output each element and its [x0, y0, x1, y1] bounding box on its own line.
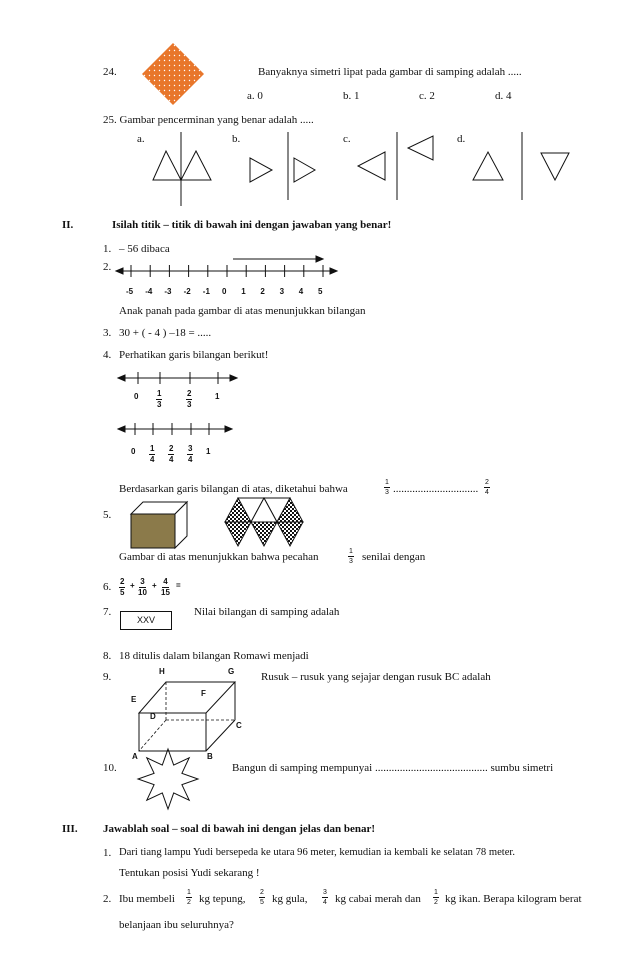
tick-label: 1	[241, 287, 246, 296]
item9-text: Rusuk – rusuk yang sejajar dengan rusuk BC adalah	[261, 671, 491, 683]
essay2-frac-3: $\frac{3}{4}$	[323, 889, 327, 906]
q25-label-a: a.	[137, 133, 145, 145]
essay2-text2: belanjaan ibu seluruhnya?	[119, 919, 234, 931]
q25-question: 25. Gambar pencerminan yang benar adalah .....	[103, 114, 314, 126]
item4-answer-dots: ...............................	[393, 483, 479, 495]
line1-frac-2-3: $\frac{2}{3}$	[187, 389, 192, 409]
essay2-part1: Ibu membeli	[119, 893, 175, 905]
vertex-d: D	[150, 712, 156, 721]
tick-label: 2	[260, 287, 265, 296]
item5-number: 5.	[103, 509, 112, 521]
essay2-frac-4: $\frac{1}{2}$	[434, 889, 438, 906]
line1-zero: 0	[134, 392, 139, 401]
line2-frac-3-4: $\frac{3}{4}$	[188, 444, 193, 464]
item10-text: Bangun di samping mempunyai ......................................... sumbu simetri	[232, 762, 554, 774]
item8-text: 18 ditulis dalam bilangan Romawi menjadi	[119, 650, 309, 662]
item6-frac-3-10: $\frac{3}{10}$	[138, 577, 147, 597]
item3-number: 3.	[103, 327, 112, 339]
vertex-a: A	[132, 752, 138, 761]
tick-label: 4	[298, 287, 304, 296]
q25-label-d: d.	[457, 133, 466, 145]
vertex-b: B	[207, 752, 213, 761]
q24-option-b: b. 1	[343, 90, 360, 102]
essay2-part5: kg ikan. Berapa kilogram berat	[445, 893, 582, 905]
essay1-text: Dari tiang lampu Yudi bersepeda ke utara 96 meter, kemudian ia kembali ke selatan 78 meter.	[119, 847, 516, 858]
q25-label-c: c.	[343, 133, 351, 145]
essay2-part2: kg tepung,	[199, 893, 246, 905]
item6-frac-2-5: $\frac{2}{5}$	[120, 577, 125, 597]
tick-label: -3	[164, 287, 172, 296]
tick-label: -4	[145, 287, 153, 296]
q24-option-d: d. 4	[495, 90, 512, 102]
item1-number: 1.	[103, 243, 112, 255]
essay2-number: 2.	[103, 893, 112, 905]
item5-frac-1-3: $\frac{1}{3}$	[349, 548, 353, 565]
item6-plus-2: +	[152, 581, 157, 590]
item7-text: Nilai bilangan di samping adalah	[194, 606, 340, 618]
essay2-frac-2: $\frac{2}{5}$	[260, 889, 264, 906]
section-ii-number: II.	[62, 219, 74, 231]
line2-frac-2-4: $\frac{2}{4}$	[169, 444, 174, 464]
item6-number: 6.	[103, 581, 112, 593]
tick-label: -5	[126, 287, 134, 296]
item10-number: 10.	[103, 762, 117, 774]
item5-text: Gambar di atas menunjukkan bahwa pecahan	[119, 551, 319, 563]
roman-numeral-box: XXV	[120, 611, 172, 630]
vertex-g: G	[228, 667, 235, 676]
essay2-frac-1: $\frac{1}{2}$	[187, 889, 191, 906]
item2-number: 2.	[103, 261, 112, 273]
q24-option-c: c. 2	[419, 90, 435, 102]
vertex-f: F	[201, 689, 206, 698]
essay1-text2: Tentukan posisi Yudi sekarang !	[119, 867, 260, 879]
item6-frac-4-15: $\frac{4}{15}$	[161, 577, 170, 597]
item6-plus-1: +	[130, 581, 135, 590]
item8-number: 8.	[103, 650, 112, 662]
section-iii-title: Jawablah soal – soal di bawah ini dengan jelas dan benar!	[103, 823, 376, 835]
item9-number: 9.	[103, 671, 112, 683]
vertex-c: C	[236, 721, 242, 730]
section-iii-number: III.	[62, 823, 78, 835]
line1-frac-1-3: $\frac{1}{3}$	[157, 389, 162, 409]
tick-label: 3	[279, 287, 285, 296]
tick-label: 5	[318, 287, 323, 296]
q25-label-b: b.	[232, 133, 241, 145]
essay2-part3: kg gula,	[272, 893, 308, 905]
item3-text: 30 + ( - 4 ) –18 = .....	[119, 327, 212, 339]
item4-frac-1-3: $\frac{1}{3}$	[385, 479, 389, 496]
line2-frac-1-4: $\frac{1}{4}$	[150, 444, 155, 464]
item7-number: 7.	[103, 606, 112, 618]
q24-number: 24.	[103, 66, 117, 78]
tick-label: -1	[202, 287, 210, 296]
tick-label: 0	[222, 287, 227, 296]
item4-frac-2-4: $\frac{2}{4}$	[485, 479, 489, 496]
item5-text2: senilai dengan	[362, 551, 426, 563]
vertex-e: E	[131, 695, 137, 704]
item1-text: – 56 dibaca	[119, 243, 170, 255]
item4-text: Perhatikan garis bilangan berikut!	[119, 349, 269, 361]
line2-one: 1	[206, 447, 211, 456]
item2-text: Anak panah pada gambar di atas menunjukkan bilangan	[119, 305, 366, 317]
vertex-h: H	[159, 667, 165, 676]
item4-number: 4.	[103, 349, 112, 361]
essay1-number: 1.	[103, 847, 112, 859]
item4-statement: Berdasarkan garis bilangan di atas, diketahui bahwa	[119, 483, 348, 495]
q24-question: Banyaknya simetri lipat pada gambar di samping adalah .....	[258, 66, 522, 78]
line2-zero: 0	[131, 447, 136, 456]
line1-one: 1	[215, 392, 220, 401]
essay2-part4: kg cabai merah dan	[335, 893, 421, 905]
item6-equals: =	[176, 581, 181, 590]
section-ii-title: Isilah titik – titik di bawah ini dengan jawaban yang benar!	[112, 219, 392, 231]
q24-option-a: a. 0	[247, 90, 263, 102]
tick-label: -2	[183, 287, 191, 296]
